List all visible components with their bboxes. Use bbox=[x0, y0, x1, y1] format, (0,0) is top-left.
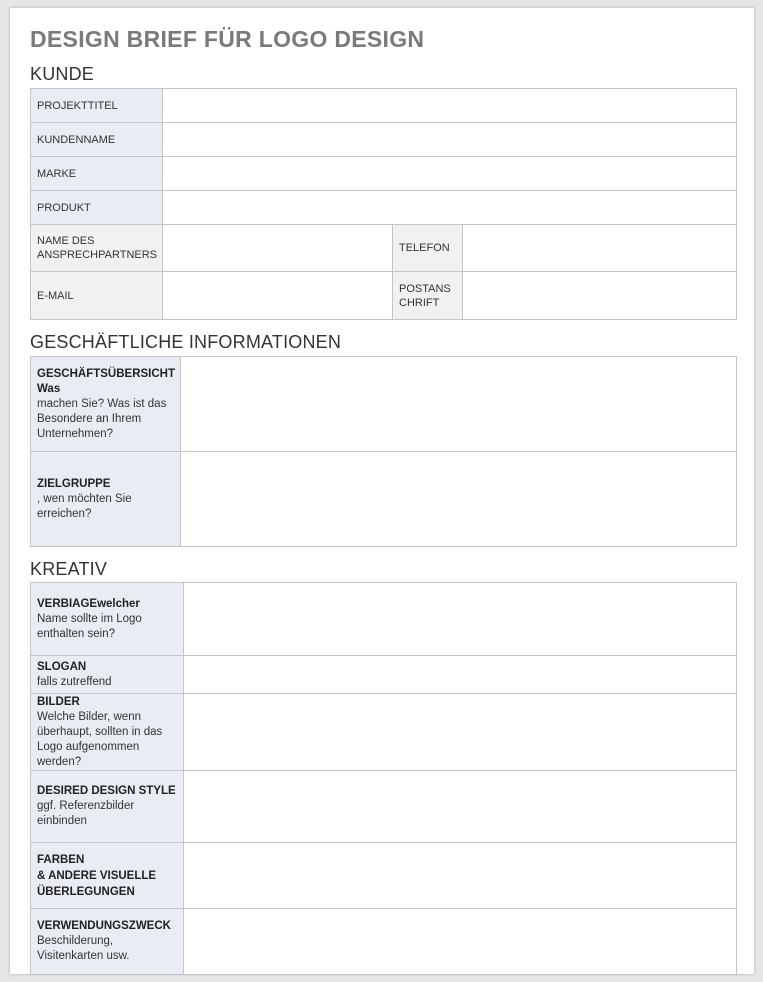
section-heading-kunde: KUNDE bbox=[30, 64, 95, 84]
field-zielgruppe[interactable] bbox=[181, 452, 737, 547]
field-postanschrift[interactable] bbox=[463, 272, 737, 320]
label-verwendungszweck bbox=[31, 909, 184, 975]
field-marke[interactable] bbox=[163, 157, 737, 191]
field-farben[interactable] bbox=[184, 843, 737, 909]
label-zielgruppe-text: , wen möchten Sie erreichen? bbox=[37, 492, 132, 520]
label-slogan-text: falls zutreffend bbox=[37, 675, 112, 688]
label-verbiage bbox=[31, 583, 184, 656]
label-zielgruppe bbox=[31, 452, 181, 547]
section-heading-geschaeft: GESCHÄFTLICHE INFORMATIONEN bbox=[30, 332, 342, 352]
label-farben-bold-2: & ANDERE VISUELLE ÜBERLEGUNGEN bbox=[37, 869, 157, 898]
kontakt-table bbox=[30, 224, 737, 320]
label-ansprechpartner: NAME DES ANSPRECHPARTNERS bbox=[31, 225, 163, 272]
kunde-table bbox=[30, 88, 737, 225]
label-geschaeftsuebersicht bbox=[31, 357, 181, 452]
field-ansprechpartner[interactable] bbox=[163, 225, 393, 272]
label-design-style-text: ggf. Referenzbilder einbinden bbox=[37, 800, 135, 827]
label-postanschrift: POSTANS CHRIFT bbox=[393, 272, 463, 320]
field-verbiage[interactable] bbox=[184, 583, 737, 656]
geschaeft-table bbox=[30, 356, 737, 547]
label-telefon: TELEFON bbox=[393, 225, 463, 272]
field-telefon[interactable] bbox=[463, 225, 737, 272]
field-projekttitel[interactable] bbox=[163, 89, 737, 123]
label-zielgruppe-bold: ZIELGRUPPE bbox=[37, 477, 111, 490]
section-heading-kreativ: KREATIV bbox=[30, 559, 108, 579]
label-geschaeftsuebersicht-bold: GESCHÄFTSÜBERSICHT Was bbox=[37, 368, 176, 395]
label-marke: MARKE bbox=[31, 157, 163, 191]
label-kundenname: KUNDENNAME bbox=[31, 123, 163, 157]
label-farben-bold-1: FARBEN bbox=[37, 853, 85, 866]
kreativ-table bbox=[30, 582, 737, 975]
label-slogan bbox=[31, 656, 184, 694]
field-email[interactable] bbox=[163, 272, 393, 320]
label-produkt: PRODUKT bbox=[31, 191, 163, 225]
document-page bbox=[10, 8, 754, 974]
label-projekttitel: PROJEKTTITEL bbox=[31, 89, 163, 123]
label-farben bbox=[31, 843, 184, 909]
label-design-style-bold: DESIRED DESIGN STYLE bbox=[37, 785, 176, 797]
label-bilder bbox=[31, 694, 184, 771]
label-design-style bbox=[31, 771, 184, 843]
field-design-style[interactable] bbox=[184, 771, 737, 843]
field-kundenname[interactable] bbox=[163, 123, 737, 157]
label-verbiage-text: Name sollte im Logo enthalten sein? bbox=[37, 612, 142, 640]
label-verbiage-bold: VERBIAGEwelcher bbox=[37, 597, 140, 610]
field-produkt[interactable] bbox=[163, 191, 737, 225]
label-geschaeftsuebersicht-text: machen Sie? Was ist das Besondere an Ihrem Unternehmen? bbox=[37, 398, 167, 440]
label-email: E-MAIL bbox=[31, 272, 163, 320]
label-bilder-text: Welche Bilder, wenn überhaupt, sollten in das Logo aufgenommen werden? bbox=[37, 711, 163, 768]
document-title: DESIGN BRIEF FÜR LOGO DESIGN bbox=[30, 26, 425, 52]
label-slogan-bold: SLOGAN bbox=[37, 660, 87, 673]
field-bilder[interactable] bbox=[184, 694, 737, 771]
label-bilder-bold: BILDER bbox=[37, 696, 80, 708]
field-slogan[interactable] bbox=[184, 656, 737, 694]
label-verwendungszweck-text: Beschilderung, Visitenkarten usw. bbox=[37, 935, 130, 962]
label-verwendungszweck-bold: VERWENDUNGSZWECK bbox=[37, 920, 171, 932]
field-verwendungszweck[interactable] bbox=[184, 909, 737, 975]
field-geschaeftsuebersicht[interactable] bbox=[181, 357, 737, 452]
